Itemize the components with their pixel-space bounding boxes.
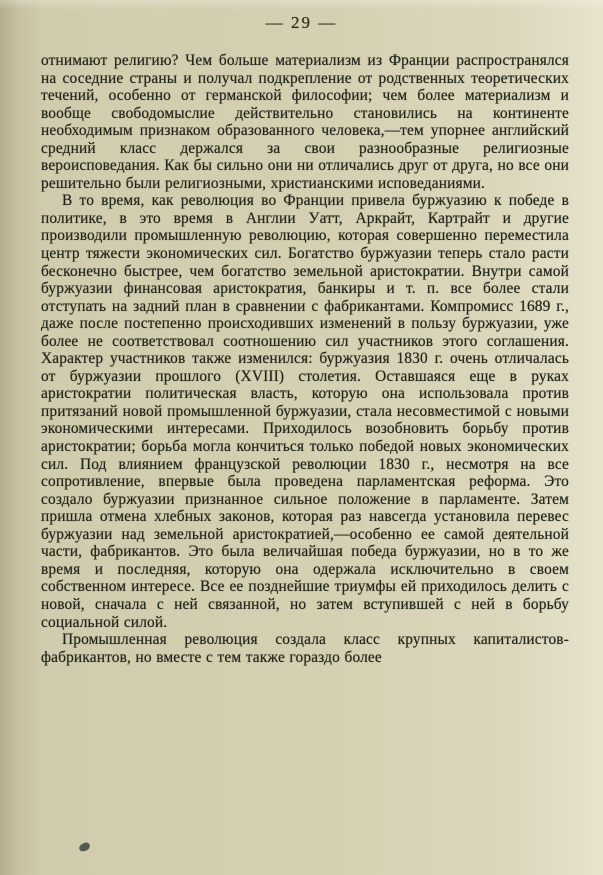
page-number: — 29 — [265, 13, 338, 32]
paragraph: отнимают религию? Чем больше материализм из Франции распространялся на соседние страны и получал подкрепление от родственных теоретических течений, особенно от германской философии; чем более материализм и вообще свободомыслие действительно становились на континенте необходимым признаком образованного человека,—тем упорнее английский средний класс держался за свои разнообразные религиозные вероисповедания. Как бы сильно они ни отличались друг от друга, но все они решительно были религиозными, христианскими исповеданиями. [41, 52, 569, 192]
ink-smudge [78, 841, 91, 852]
paragraph: Промышленная революция создала класс крупных капиталистов-фабрикантов, но вместе с тем также гораздо более [41, 631, 569, 666]
paragraph: В то время, как революция во Франции привела буржуазию к победе в политике, в это время в Англии Уатт, Аркрайт, Картрайт и другие производили промышленную революцию, которая совершенно переместила центр тяжести экономических сил. Богатство буржуазии теперь стало расти бесконечно быстрее, чем богатство земельной аристократии. Внутри самой буржуазии финансовая аристократия, банкиры и т. п. все более стали отступать на задний план в сравнении с фабрикантами. Компромисс 1689 г., даже после постепенно происходивших изменений в пользу буржуазии, уже более не соответствовал соотношению сил участников этого соглашения. Характер участников также изменился: буржуазия 1830 г. очень отличалась от буржуазии прошлого (XVIII) столетия. Оставшаяся еще в руках аристократии политическая власть, которую она использовала против притязаний новой промышленной буржуазии, стала несовместимой с новыми экономическими интересами. Приходилось возобновить борьбу против аристократии; борьба могла кончиться только победой новых экономических сил. Под влиянием французской революции 1830 г., несмотря на все сопротивление, впервые была проведена парламентская реформа. Это создало буржуазии признанное сильное положение в парламенте. Затем пришла отмена хлебных законов, которая раз навсегда установила перевес буржуазии над земельной аристократией,—особенно ее самой деятельной части, фабрикантов. Это была величайшая победа буржуазии, но в то же время и последняя, которую она одержала исключительно в своем собственном интересе. Все ее позднейшие триумфы ей приходилось делить с новой, сначала с ней связанной, но затем вступившей с ней в борьбу социальной силой. [41, 192, 569, 631]
body-text-block [41, 52, 569, 666]
